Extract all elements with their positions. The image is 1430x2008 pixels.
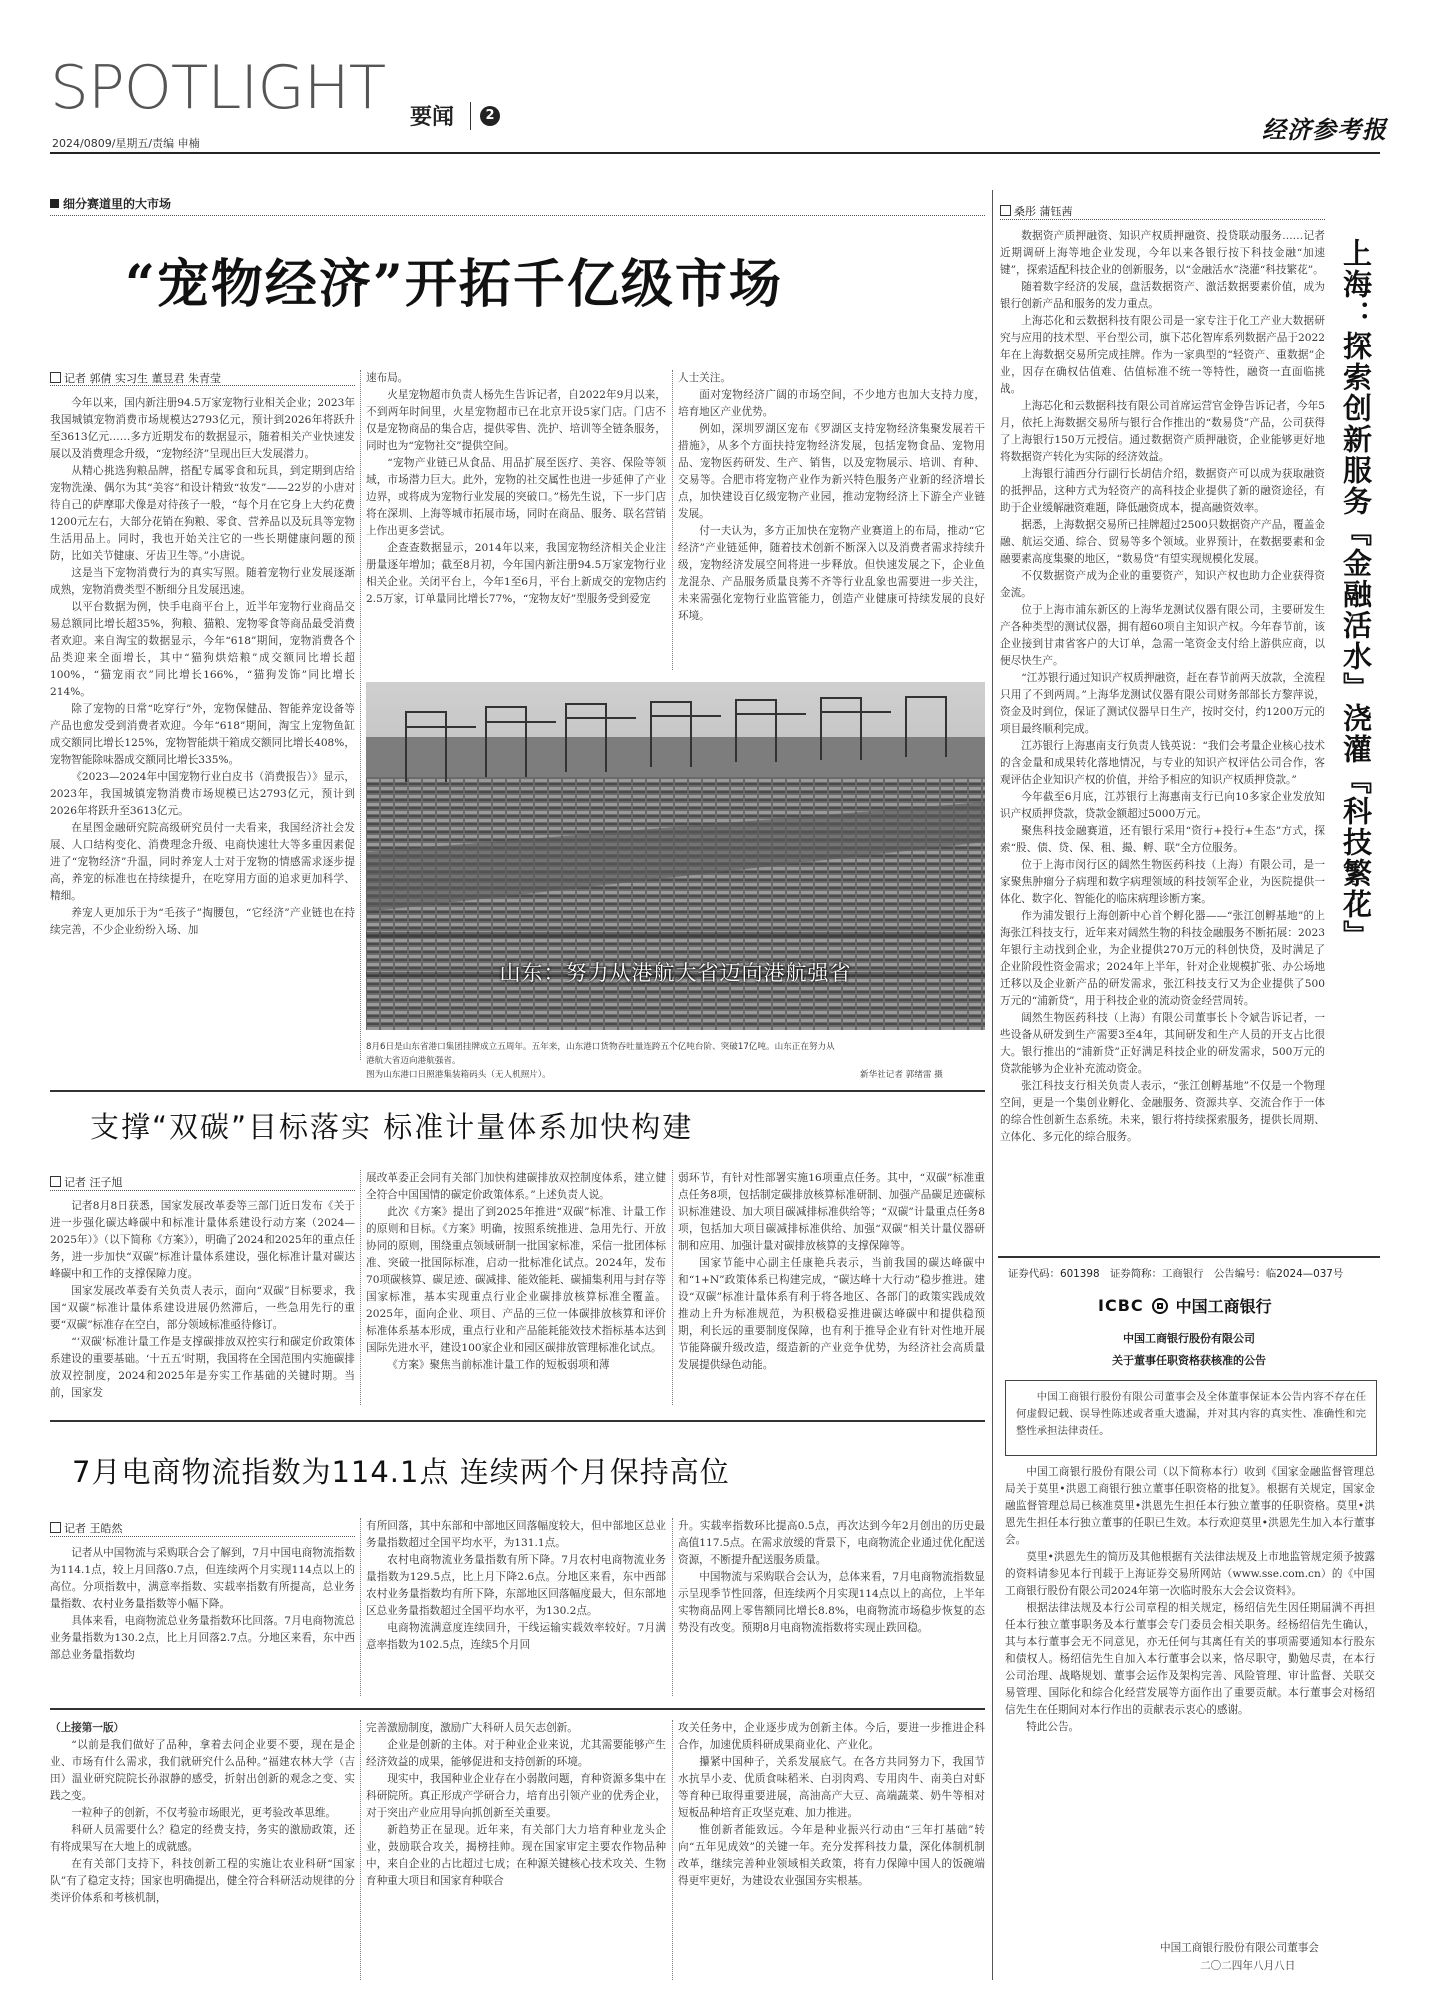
- pet-byline: 记者 郭倩 实习生 董昱君 朱青莹: [50, 370, 221, 386]
- col-rule: [672, 1518, 673, 1696]
- shanghai-byline: 桑彤 蒲钰茜: [1000, 203, 1073, 219]
- paragraph: 完善激励制度，激励广大科研人员矢志创新。: [366, 1722, 578, 1734]
- carbon-article-col2: [366, 1170, 666, 1405]
- byline-divider: [1000, 219, 1325, 220]
- logistics-article-col2: [366, 1518, 666, 1696]
- page-number: 2: [485, 108, 495, 123]
- checkbox-icon: [50, 1176, 61, 1187]
- col-rule: [360, 1170, 361, 1405]
- paragraph: 除了宠物的日常“吃穿行”外，宠物保健品、智能养宠设备等产品也愈发受到消费者欢迎。今年“618”期间，淘宝上宠物鱼缸成交额同比增长125%，宠物智能烘干箱成交额同比增长408%，宠物智能除味器成交额同比增长335%。: [50, 703, 355, 766]
- paragraph: 企业是创新的主体。对于种业企业来说，尤其需要能够产生经济效益的成果，能够促进和支持创新的环境。: [366, 1739, 666, 1768]
- paragraph: 这是当下宠物消费行为的真实写照。随着宠物行业发展逐渐成熟，宠物消费类型不断细分且发展迅速。: [50, 567, 355, 596]
- paragraph: 特此公告。: [1026, 1721, 1080, 1733]
- paragraph: 付一夫认为，多方正加快在宠物产业赛道上的布局，推动“它经济”产业链延伸，随着技术创新不断深入以及消费者需求持续升级，宠物经济发展空间将进一步释放。但快速发展之下，企业鱼龙混杂、产品服务质量良莠不齐等行业乱象也需要进一步关注，未来需强化宠物行业监管能力，创造产业健康可持续发展的良好环境。: [678, 525, 985, 622]
- pet-article-col2: [366, 370, 666, 670]
- section-rule: [50, 1708, 985, 1710]
- column-divider: [50, 215, 985, 216]
- icbc-company: 中国工商银行股份有限公司: [1123, 1332, 1255, 1345]
- paragraph: 记者从中国物流与采购联合会了解到，7月中国电商物流指数为114.1点，较上月回落0.7点，但连续两个月实现114点以上的高位。分项指数中，满意率指数、实载率指数有所提高，总业务量指数、农村业务量指数等小幅下降。: [50, 1547, 355, 1610]
- paragraph: 江苏银行上海惠南支行负责人钱英说：“我们会考量企业核心技术的含金量和成果转化落地情况，与专业的知识产权评估公司合作，客观评估企业知识产权的价值，并给予相应的知识产权质押贷款。”: [1000, 740, 1325, 786]
- paragraph: 养宠人更加乐于为“毛孩子”掏腰包，“它经济”产业链也在持续完善，不少企业纷纷入场、加: [50, 907, 355, 936]
- col-rule: [672, 370, 673, 670]
- paragraph: 新趋势正在显现。近年来，有关部门大力培育种业龙头企业，鼓励联合攻关，揭榜挂帅。现在国家审定主要农作物品种中，来自企业的占比超过七成；在种源关键核心技术攻关、生物育种重大项目和国家育种联合: [366, 1824, 666, 1887]
- section-rule: [50, 1090, 985, 1092]
- paragraph: 随着数字经济的发展，盘活数据资产、激活数据要素价值，成为银行创新产品和服务的发力重点。: [1000, 281, 1325, 310]
- paragraph: “以前是我们做好了品种，拿着去问企业要不要，现在是企业、市场有什么需求，我们就研究什么品种。”福建农林大学（吉田）温业研究院院长孙淑静的感受，折射出创新的观念之变、实践之变。: [50, 1739, 355, 1802]
- paragraph: 弱环节，有针对性部署实施16项重点任务。其中，“双碳”标准重点任务8项，包括制定碳排放核算标准研制、加强产品碳足迹碳标识标准建设、加大项目碳减排标准供给等；“双碳”计量重点任务8项，包括加大项目碳减排标准供给、加强“双碳”相关计量仪器研制和应用、加强计量对碳排放核算的支撑保障等。: [678, 1172, 985, 1252]
- paragraph: 科研人员需要什么？稳定的经费支持，务实的激励政策，还有将成果写在大地上的成就感。: [50, 1824, 355, 1853]
- vertical-headline-part1: 上海：探索创新服务: [1339, 238, 1373, 517]
- square-icon: [50, 199, 59, 208]
- paragraph: 火星宠物超市负责人杨先生告诉记者，自2022年9月以来，不到两年时间里，火星宠物超市已在北京开设5家门店。门店不仅是宠物商品的集合店，提供零售、洗护、培训等全链条服务，同时也为“宠物社交”提供空间。: [366, 389, 666, 452]
- logistics-article-col3: [678, 1518, 985, 1696]
- byline-divider: [50, 1190, 355, 1191]
- photo-credit: 新华社记者 郭绪雷 摄: [860, 1070, 943, 1080]
- paragraph: 作为浦发银行上海创新中心首个孵化器——“张江创孵基地”的上海张江科技支行，近年来对阔然生物的科技金融服务不断拓展：2023年银行主动找到企业，为企业提供270万元的科创快贷，及时满足了企业阶段性资金需求；2024年上半年，针对企业规模扩张、办公场地迁移以及企业新产品的研发需求，张江科技支行又为企业提供了500万元的“浦新贷”，用于科技企业的流动资金经营周转。: [1000, 910, 1325, 1007]
- paragraph: 今年以来，国内新注册94.5万家宠物行业相关企业；2023年我国城镇宠物消费市场规模达2793亿元，预计到2026年将跃升至3613亿元……多方近期发布的数据显示，随着相关产业快速发展以及消费理念升级，“宠物经济”呈现出巨大发展潜力。: [50, 397, 355, 460]
- paragraph: 展改革委正会同有关部门加快构建碳排放双控制度体系，建立健全符合中国国情的碳定价政策体系。”上述负责人说。: [366, 1172, 666, 1201]
- paragraph: 一粒种子的创新，不仅考验市场眼光，更考验改革思维。: [71, 1807, 337, 1819]
- paragraph: 攻关任务中，企业逐步成为创新主体。今后，要进一步推进企科合作，加速优质科研成果商业化、产业化。: [678, 1722, 985, 1751]
- paragraph: 从精心挑选狗粮品牌，搭配专属零食和玩具，到定期到店给宠物洗澡、偶尔为其“美容”和设计精致“妆发”——22岁的小唐对待自己的萨摩耶犬像是对待孩子一般，“每个月在它身上大约花费1200元左右，大部分花销在狗粮、零食、营养品以及玩具等宠物生活用品上。同时，我也开始关注它的一些长期健康问题的预防，比如关节健康、牙齿卫生等。”小唐说。: [50, 465, 355, 562]
- icbc-signature-board: 中国工商银行股份有限公司董事会: [1160, 1942, 1319, 1954]
- icbc-notice-body: [1005, 1464, 1375, 1894]
- paragraph: “‘双碳’标准计量工作是支撑碳排放双控实行和碳定价政策体系建设的重要基础。‘十五五’时期，我国将在全国范围内实施碳排放双控制度，2024和2025年是夯实工作基础的关键时期。当前，国家发: [50, 1336, 355, 1399]
- icbc-logo-text: ICBC: [1098, 1296, 1144, 1315]
- paragraph: 在有关部门支持下，科技创新工程的实施让农业科研“国家队”有了稳定支持；国家也明确提出，健全符合科研活动规律的分类评价体系和考核机制，: [50, 1858, 355, 1904]
- paragraph: 升。实载率指数环比提高0.5点，再次达到今年2月创出的历史最高值117.5点。在需求放缓的背景下，电商物流企业通过优化配送资源，不断提升配送服务质量。: [678, 1520, 985, 1566]
- paragraph: 莫里•洪恩先生的简历及其他根据有关法律法规及上市地监管规定须予披露的资料请参见本行刊载于上海证券交易所网站（www.sse.com.cn）的《中国工商银行股份有限公司2024年第一次临时股东大会会议资料》。: [1005, 1551, 1375, 1597]
- page-number-badge: [480, 106, 500, 126]
- carbon-headline: 支撑“双碳”目标落实 标准计量体系加快构建: [90, 1110, 694, 1144]
- vertical-headline-part2: 『金融活水』浇灌『科技繁花』: [1339, 517, 1373, 951]
- icbc-codes: 证券代码：601398 证券简称：工商银行 公告编号：临2024—037号: [1008, 1268, 1344, 1280]
- checkbox-icon: [50, 1522, 61, 1533]
- paragraph: 上海芯化和云数据科技有限公司首席运营官金铮告诉记者，今年5月，依托上海数据交易所与银行合作推出的“数易贷”产品，公司获得了上海银行150万元授信。通过数据资产质押融资，企业能够更好地将数据资产转化为实际的经济效益。: [1000, 400, 1325, 463]
- paragraph: 《方案》聚焦当前标准计量工作的短板弱项和薄: [387, 1359, 610, 1371]
- paragraph: 上海银行浦西分行副行长胡佶介绍，数据资产可以成为获取融资的抵押品，这种方式为轻资产的高科技企业提供了新的融资途径，有助于企业缓解融资难题，降低融资成本，提高融资效率。: [1000, 468, 1325, 514]
- paragraph: 国家发展改革委有关负责人表示，面向“双碳”目标要求，我国“双碳”标准计量体系建设进展仍然滞后，一些急用先行的重要“双碳”标准存在空白，部分领域标准亟待修订。: [50, 1285, 355, 1331]
- page-column-rule: [992, 190, 993, 1980]
- col-rule: [360, 370, 361, 1060]
- carbon-article-col1: [50, 1198, 355, 1403]
- continued-col3: [678, 1720, 985, 1980]
- pet-article-col3: [678, 370, 985, 670]
- col-rule: [360, 1518, 361, 1696]
- paragraph: 国家节能中心副主任康艳兵表示，当前我国的碳达峰碳中和“1+N”政策体系已构建完成，“碳达峰十大行动”稳步推进。建设“双碳”标准计量体系有利于将各地区、各部门的政策实践成效推动上升为标准规范，为积极稳妥推进碳达峰碳中和提供稳预期，利长远的重要制度保障，也有利于推导企业有针对性地开展节能降碳升级改造，缀造新的产业竞争优势，为经济社会高质量发展提供绿色动能。: [678, 1257, 985, 1371]
- checkbox-icon: [1000, 205, 1011, 216]
- byline-divider: [50, 1536, 355, 1537]
- logistics-article-col1: [50, 1545, 355, 1695]
- paragraph: 现实中，我国种业企业存在小弱散问题，育种资源多集中在科研院所。真正形成产学研合力，培育出引领产业的优秀企业，对于突出产业应用导向抓创新至关重要。: [366, 1773, 666, 1819]
- paragraph: 位于上海市闵行区的阔然生物医药科技（上海）有限公司，是一家聚焦肿瘤分子病理和数字病理领域的科技领军企业，为医院提供一体化、数字化、智能化的临床病理诊断方案。: [1000, 859, 1325, 905]
- paragraph: “宠物产业链已从食品、用品扩展至医疗、美容、保险等领域，市场潜力巨大。此外，宠物的社交属性也进一步延伸了产业边界，或将成为宠物行业发展的突破口。”杨先生说，下一步门店将在深圳、上海等城市拓展市场，同时在商品、服务、联名营销上作出更多尝试。: [366, 457, 666, 537]
- col-rule: [672, 1720, 673, 1980]
- paragraph: 面对宠物经济广阔的市场空间，不少地方也加大支持力度，培育地区产业优势。: [678, 389, 985, 418]
- notice-rule: [998, 1256, 1380, 1258]
- photo-caption: 8月6日是山东省港口集团挂牌成立五周年。五年来，山东港口货物吞吐量连跨五个亿吨台阶、突破17亿吨。山东正在努力从港航大省迈向港航强省。 图为山东港口日照港集装箱码头（无人机照片）。: [366, 1042, 835, 1080]
- paragraph: 《2023—2024年中国宠物行业白皮书（消费报告）》显示，2023年，我国城镇宠物消费市场规模已达2793亿元，预计到2026年将跃升至3613亿元。: [50, 771, 355, 817]
- paragraph: “江苏银行通过知识产权质押融资，赶在春节前两天放款，全流程只用了不到两周。”上海华龙测试仪器有限公司财务部部长方黎萍说，资金及时到位，保证了测试仪器早日生产，按时交付，约1200万元的项目最终顺利完成。: [1000, 672, 1325, 735]
- section-rule: [50, 1420, 985, 1422]
- photo-overlay-caption: 山东：努力从港航大省迈向港航强省: [499, 961, 852, 985]
- dateline: 2024/0809/星期五/责编 申楠: [52, 137, 200, 150]
- masthead-section: 要闻: [410, 105, 455, 130]
- paragraph: 惟创新者能致远。今年是种业振兴行动由“三年打基础”转向“五年见成效”的关键一年。充分发挥科技力量，深化体制机制改革，继续完善种业领域相关政策，将有力保障中国人的饭碗端得更牢更好，为建设农业强国夯实根基。: [678, 1824, 985, 1887]
- col-rule: [672, 1170, 673, 1405]
- paragraph: 有所回落，其中东部和中部地区回落幅度较大，但中部地区总业务量指数超过全国平均水平，为131.1点。: [366, 1520, 666, 1549]
- paragraph: 中国工商银行股份有限公司（以下简称本行）收到《国家金融监督管理总局关于莫里•洪恩工商银行独立董事任职资格的批复》。根据有关规定，国家金融监督管理总局已核准莫里•洪恩先生担任本行独立董事的任职资格。莫里•洪恩先生担任本行独立董事的任职已生效。本行欢迎莫里•洪恩先生加入本行董事会。: [1005, 1466, 1375, 1546]
- paragraph: 例如，深圳罗湖区宠布《罗湖区支持宠物经济集聚发展若干措施》，从多个方面扶持宠物经济发展，包括宠物食品、宠物用品、宠物医药研发、生产、销售，以及宠物展示、培训、育种、交易等。合肥市将宠物产业作为新兴特色服务产业新的经济增长点，加快建设百亿级宠物产业园，推动宠物经济上下游全产业链发展。: [678, 423, 985, 520]
- paragraph: 数据资产质押融资、知识产权质押融资、投贷联动服务……记者近期调研上海等地企业发现，今年以来各银行按下科技金融“加速键”，探索适配科技企业的创新服务，以“金融活水”浇灌“科技繁花”。: [1000, 230, 1325, 276]
- continued-header: （上接第一版）: [50, 1722, 125, 1734]
- paragraph: 不仅数据资产成为企业的重要资产，知识产权也助力企业获得资金流。: [1000, 570, 1325, 599]
- masthead-divider: [470, 102, 471, 130]
- icbc-emblem-icon: [1152, 1298, 1168, 1314]
- paragraph: 据悉，上海数据交易所已挂牌超过2500只数据资产产品，覆盖金融、航运交通、综合、贸易等多个领域。业界预计，在数据要素和金融要素高度集聚的地区，“数易贷”有望实现规模化发展。: [1000, 519, 1325, 565]
- icbc-logo: [1098, 1294, 1272, 1317]
- logistics-headline: 7月电商物流指数为114.1点 连续两个月保持高位: [72, 1455, 730, 1489]
- pet-headline: “宠物经济”开拓千亿级市场: [125, 254, 783, 315]
- col-rule: [360, 1720, 361, 1980]
- carbon-article-col3: [678, 1170, 985, 1405]
- paragraph: 阔然生物医药科技（上海）有限公司董事长卜令斌告诉记者，一些设备从研发到生产需要3至4年，其间研发和生产人员的开支占比很大。银行推出的“浦新贷”正好满足科技企业的研发需求，500万元的贷款能够为企业补充流动资金。: [1000, 1012, 1325, 1075]
- paragraph: 上海芯化和云数据科技有限公司是一家专注于化工产业大数据研究与应用的技术型、平台型公司，旗下芯化智库系列数据产品于2022年在上海数据交易所完成挂牌。作为一家典型的“轻资产、重数据”企业，因存在确权估值难、估值标准不统一等特性，融资一直面临挑战。: [1000, 315, 1325, 395]
- paragraph: 人士关注。: [678, 372, 731, 384]
- paragraph: 具体来看，电商物流总业务量指数环比回落。7月电商物流总业务量指数为130.2点，比上月回落2.7点。分地区来看，东中西部总业务量指数均: [50, 1615, 355, 1661]
- masthead-rule: [50, 152, 1380, 154]
- paragraph: 位于上海市浦东新区的上海华龙测试仪器有限公司，主要研发生产各种类型的测试仪器，拥有超60项自主知识产权。今年春节前，该企业接到甘肃省客户的大订单，急需一笔资金支付给上游供应商，以便尽快生产。: [1000, 604, 1325, 667]
- continued-col1: [50, 1720, 355, 1980]
- logistics-byline: 记者 王皓然: [50, 1520, 123, 1536]
- paragraph: 速布局。: [366, 372, 409, 384]
- paragraph: 以平台数据为例，快手电商平台上，近半年宠物行业商品交易总额同比增长超35%，狗粮、猫粮、宠物零食等商品最受消费者欢迎。来自淘宝的数据显示，今年“618”期间，宠物消费各个品类迎来全面增长，其中“猫狗烘焙粮”成交额同比增长超100%，“猫宠雨衣”同比增长166%，“猫狗发饰”同比增长214%。: [50, 601, 355, 698]
- paragraph: 企查查数据显示，2014年以来，我国宠物经济相关企业注册量逐年增加；截至8月初，今年国内新注册94.5万家宠物行业相关企业。关闭平台上，今年1至6月，平台上新成交的宠物店约2.5万家，订单量同比增长77%，“宠物友好”型服务受到爱宠: [366, 542, 666, 605]
- paragraph: 在星图金融研究院高级研究员付一夫看来，我国经济社会发展、人口结构变化、消费理念升级、电商快速壮大等多重因素促进了“宠物经济”升温，同时养宠人士对于宠物的情感需求逐步提高，养宠的标准也在持续提升，在吃穿用方面的追求更加科学、精细。: [50, 822, 355, 902]
- paragraph: 记者8月8日获悉，国家发展改革委等三部门近日发布《关于进一步强化碳达峰碳中和标准计量体系建设行动方案（2024—2025年）》（以下简称《方案》），明确了2024和2025年的重点任务，进一步加快“双碳”标准计量体系建设，强化标准计量对碳达峰碳中和工作的支撑保障力度。: [50, 1200, 355, 1280]
- paragraph: 今年截至6月底，江苏银行上海惠南支行已向10多家企业发放知识产权质押贷款，贷款金额超过5000万元。: [1000, 791, 1325, 820]
- icbc-brand: 中国工商银行: [1175, 1297, 1272, 1316]
- carbon-byline: 记者 汪子旭: [50, 1174, 123, 1190]
- port-photo: [366, 682, 985, 1030]
- paragraph: 张江科技支行相关负责人表示，“张江创孵基地”不仅是一个物理空间，更是一个集创业孵化、金融服务、资源共享、交流合作于一体的综合性创新生态系统。未来，银行将持续探索服务，提供长周期、立体化、多元化的综合服务。: [1000, 1080, 1325, 1143]
- shanghai-article: [1000, 228, 1325, 1248]
- paragraph: 农村电商物流业务量指数有所下降。7月农村电商物流业务量指数为129.5点，比上月下降2.6点。分地区来看，东中西部农村业务量指数均有所下降，东部地区回落幅度最大，但东部地区总业务量指数超过全国平均水平，为130.2点。: [366, 1554, 666, 1617]
- byline-divider: [50, 385, 355, 386]
- icbc-signature-date: 二〇二四年八月八日: [1200, 1960, 1296, 1972]
- paper-name-logo: 经济参考报: [1262, 115, 1387, 144]
- shanghai-vertical-headline: [1332, 238, 1380, 1078]
- paragraph: 根据法律法规及本行公司章程的相关规定，杨绍信先生因任期届满不再担任本行独立董事职务及本行董事会专门委员会相关职务。经杨绍信先生确认，其与本行董事会无不同意见，亦无任何与其离任有关的事项需要通知本行股东和债权人。杨绍信先生自加入本行董事会以来，恪尽职守，勤勉尽责，在本行公司治理、战略规划、董事会运作及架构完善、风险管理、审计监督、关联交易管理、国际化和综合化经营发展等方面作出了重要贡献。本行董事会对杨绍信先生在任期间对本行作出的贡献表示衷心的感谢。: [1005, 1602, 1375, 1716]
- paragraph: 攥紧中国种子，关系发展底气。在各方共同努力下，我国节水抗旱小麦、优质食味稻米、白羽肉鸡、专用肉牛、南美白对虾等育种已取得重要进展，高油高产大豆、高端蔬菜、奶牛等相对短板品种培育正攻坚克难、加力推进。: [678, 1756, 985, 1819]
- column-label: 细分赛道里的大市场: [50, 195, 171, 212]
- continued-col2: [366, 1720, 666, 1980]
- paragraph: 中国物流与采购联合会认为，总体来看，7月电商物流指数显示呈现季节性回落，但连续两个月实现114点以上的高位，上半年实物商品网上零售额同比增长8.8%，电商物流市场稳步恢复的态势没有改变。预期8月电商物流指数将实现止跌回稳。: [678, 1571, 985, 1634]
- icbc-title: 关于董事任职资格获核准的公告: [1112, 1354, 1266, 1367]
- paragraph: 此次《方案》提出了到2025年推进“双碳”标准、计量工作的原则和目标。《方案》明确，按照系统推进、急用先行、开放协同的原则，围绕重点领域研制一批国家标准，采信一批团体标准、突破一批国际标准，启动一批标准化试点。2024年，发布70项碳核算、碳足迹、碳减排、能效能耗、碳捕集利用与封存等国家标准，基本实现重点行业企业碳排放核算标准全覆盖。2025年，面向企业、项目、产品的三位一体碳排放核算和评价标准体系基本形成，重点行业和产品能耗能效技术指标基本达到国际先进水平，建设100家企业和园区碳排放管理标准化试点。: [366, 1206, 666, 1354]
- paragraph: 聚焦科技金融赛道，还有银行采用“资行+投行+生态”方式，探索“股、债、贷、保、租、撮、孵、联”全方位服务。: [1000, 825, 1325, 854]
- paragraph: 电商物流满意度连续回升，干线运输实载效率较好。7月满意率指数为102.5点，连续5个月回: [366, 1622, 666, 1651]
- icbc-notice-box: 中国工商银行股份有限公司董事会及全体董事保证本公告内容不存在任何虚假记载、误导性陈述或者重大遗漏，并对其内容的真实性、准确性和完整性承担法律责任。: [1005, 1380, 1377, 1456]
- masthead-brand: SPOTLIGHT: [50, 53, 386, 123]
- pet-article-col1: [50, 395, 355, 1050]
- checkbox-icon: [50, 372, 61, 383]
